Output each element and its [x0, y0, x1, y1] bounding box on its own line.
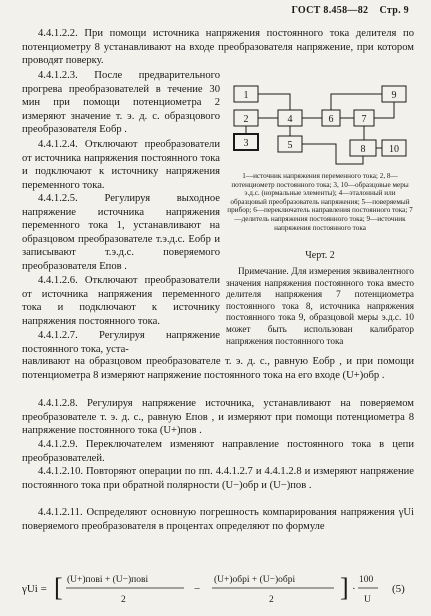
paragraph-4-4-1-2-6: 4.4.1.2.6. Отключают преобразователи от источника напряжения переменного тока и подключают к источнику напряжения постоянного тока. [22, 275, 220, 327]
paragraph-4-4-1-2-11: 4.4.1.2.11. Оспределяют основную погрешность компарирования напряжения γUi поверяемого преобразователя в процентах определяют по формуле [22, 507, 414, 532]
formula-bracket-close: ] [340, 573, 349, 602]
formula-numerator-2: (U+)обрi + (U−)обрi [214, 575, 296, 585]
block-diagram [226, 80, 414, 172]
formula-numerator-1: (U+)повi + (U−)повi [67, 575, 149, 585]
box-label-5: 5 [287, 140, 293, 151]
formula-factor: 100 [359, 575, 374, 585]
formula-denominator-1: 2 [121, 595, 126, 605]
box-label-7: 7 [361, 114, 367, 125]
paragraph-4-4-1-2-9: 4.4.1.2.9. Переключателем изменяют направление постоянного тока в цепи преобразователей. [22, 439, 414, 464]
formula-number: (5) [392, 583, 405, 595]
formula-dot: · [352, 583, 356, 595]
formula-bracket-open: [ [54, 573, 63, 602]
paragraph-4-4-1-2-2: 4.4.1.2.2. При помощи источника напряжения постоянного тока делителя по потенциометру 8 устанавливают на входе преобразователя напряжение, при котором проводят поверку. [22, 28, 414, 67]
box-label-4: 4 [287, 114, 293, 125]
formula-lhs: γUi = [22, 583, 47, 595]
box-label-3: 3 [243, 138, 249, 149]
box-label-8: 8 [360, 144, 366, 155]
figure-caption: 1—источник напряжения переменного тока; 2, 8—потенциометр постоянного тока; 3, 10—образцовые меры э.д.с. (нормальные элементы); 4—эталонный или образцовый преобразователь напряжения; 5—поверяемый прибор; 6—переключатель направления постоянного тока; 7—делитель напряжения постоянного тока; 9—источник напряжения постоянного тока [227, 172, 413, 232]
box-label-10: 10 [389, 144, 399, 155]
paragraph-4-4-1-2-4: 4.4.1.2.4. Отключают преобразователи от источника напряжения постоянного тока и подключают к источнику напряжения переменного тока. [22, 139, 220, 191]
formula-minus: − [194, 583, 201, 595]
paragraph-4-4-1-2-8: 4.4.1.2.8. Регулируя напряжение источника, устанавливают на поверяемом преобразователе т. э. д. с., равную Eпов , и измеряют при помощи потенциометра 8 напряжение постоянного тока (U+)пов . [22, 398, 414, 437]
box-label-1: 1 [243, 90, 249, 101]
figure-title: Черт. 2 [305, 250, 335, 261]
box-label-6: 6 [328, 114, 334, 125]
standard-number: ГОСТ 8.458—82 [291, 5, 369, 16]
page-number: Стр. 9 [379, 5, 409, 16]
formula-denominator-2: 2 [269, 595, 274, 605]
paragraph-4-4-1-2-3: 4.4.1.2.3. После предварительного прогрева преобразователей в течение 30 мин при помощи потенциометра 2 измеряют значение т. э. д. с. образцового преобразователя Eобр . [22, 70, 220, 136]
formula-5 [22, 568, 414, 608]
box-label-9: 9 [391, 90, 397, 101]
paragraph-4-4-1-2-10: 4.4.1.2.10. Повторяют операции по пп. 4.4.1.2.7 и 4.4.1.2.8 и измеряют напряжение постоянного тока при обратной полярности (U−)обр и (U−)пов . [22, 466, 414, 491]
box-label-2: 2 [243, 114, 249, 125]
paragraph-4-4-1-2-5: 4.4.1.2.5. Регулируя выходное напряжение источника напряжения переменного тока 1, устанавливают на образцовом преобразователе т.э.д.с. Eобр и записывают т.э.д.с. поверяемого преобразователя Eпов . [22, 193, 220, 272]
page-header [291, 5, 409, 16]
figure-note: Примечание. Для измерения эквивалентного значения напряжения постоянного тока вместо делителя напряжения 7 потенциометра постоянного тока 8, источника напряжения постоянного тока 9, образцовой меры э.д.с. 10 может быть использован калибратор напряжения постоянного тока [226, 266, 414, 346]
paragraph-4-4-1-2-7-cont: навливают на образцовом преобразователе т. э. д. с., равную Eобр , и при помощи потенциометра 8 измеряют напряжение постоянного тока на его входе (U+)обр . [22, 356, 414, 381]
formula-factor-den: U [364, 595, 371, 605]
paragraph-4-4-1-2-7-start: 4.4.1.2.7. Регулируя напряжение постоянного тока, уста- [22, 330, 220, 355]
